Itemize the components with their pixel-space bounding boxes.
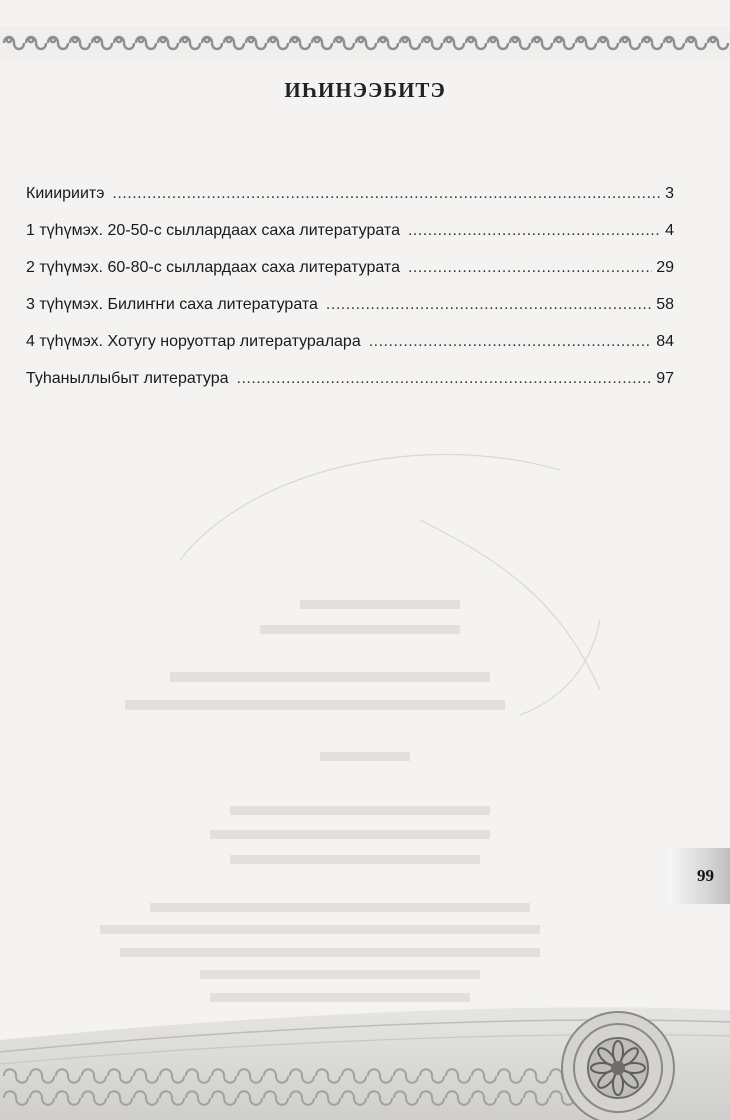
- bottom-ornament: [0, 980, 730, 1120]
- toc-entry-chapter-1: [26, 221, 674, 241]
- dot-leader: [408, 221, 661, 241]
- dot-leader: [112, 184, 661, 204]
- toc-entry-page: 4: [665, 222, 674, 239]
- toc-entry-label: Кииириитэ: [26, 185, 105, 202]
- toc-entry-label: 3 түһүмэх. Билиҥҥи саха литературата: [26, 296, 318, 313]
- page-title: ИҺИНЭЭБИТЭ: [284, 78, 446, 102]
- dot-leader: [237, 369, 653, 389]
- page-number: 99: [697, 866, 714, 885]
- toc-entry-page: 58: [656, 296, 674, 313]
- toc-entry-chapter-4: [26, 332, 674, 352]
- toc-entry-chapter-3: [26, 295, 674, 315]
- dot-leader: [408, 258, 652, 278]
- rosette-medallion-icon: [562, 1012, 674, 1120]
- toc-entry-label: 4 түһүмэх. Хотугу норуоттар литературалара: [26, 333, 361, 350]
- table-of-contents: [26, 184, 674, 406]
- toc-entry-introduction: [26, 184, 674, 204]
- toc-entry-page: 3: [665, 185, 674, 202]
- toc-entry-page: 29: [656, 259, 674, 276]
- dot-leader: [326, 295, 652, 315]
- toc-entry-label: Туһаныллыбыт литература: [26, 370, 229, 387]
- toc-entry-references: [26, 369, 674, 389]
- toc-entry-page: 84: [656, 333, 674, 350]
- toc-entry-label: 1 түһүмэх. 20-50-с сыллардаах саха литературата: [26, 222, 400, 239]
- page-number-tab: [668, 848, 730, 904]
- toc-entry-label: 2 түһүмэх. 60-80-с сыллардаах саха литературата: [26, 259, 400, 276]
- toc-entry-chapter-2: [26, 258, 674, 278]
- dot-leader: [369, 332, 652, 352]
- toc-entry-page: 97: [656, 370, 674, 387]
